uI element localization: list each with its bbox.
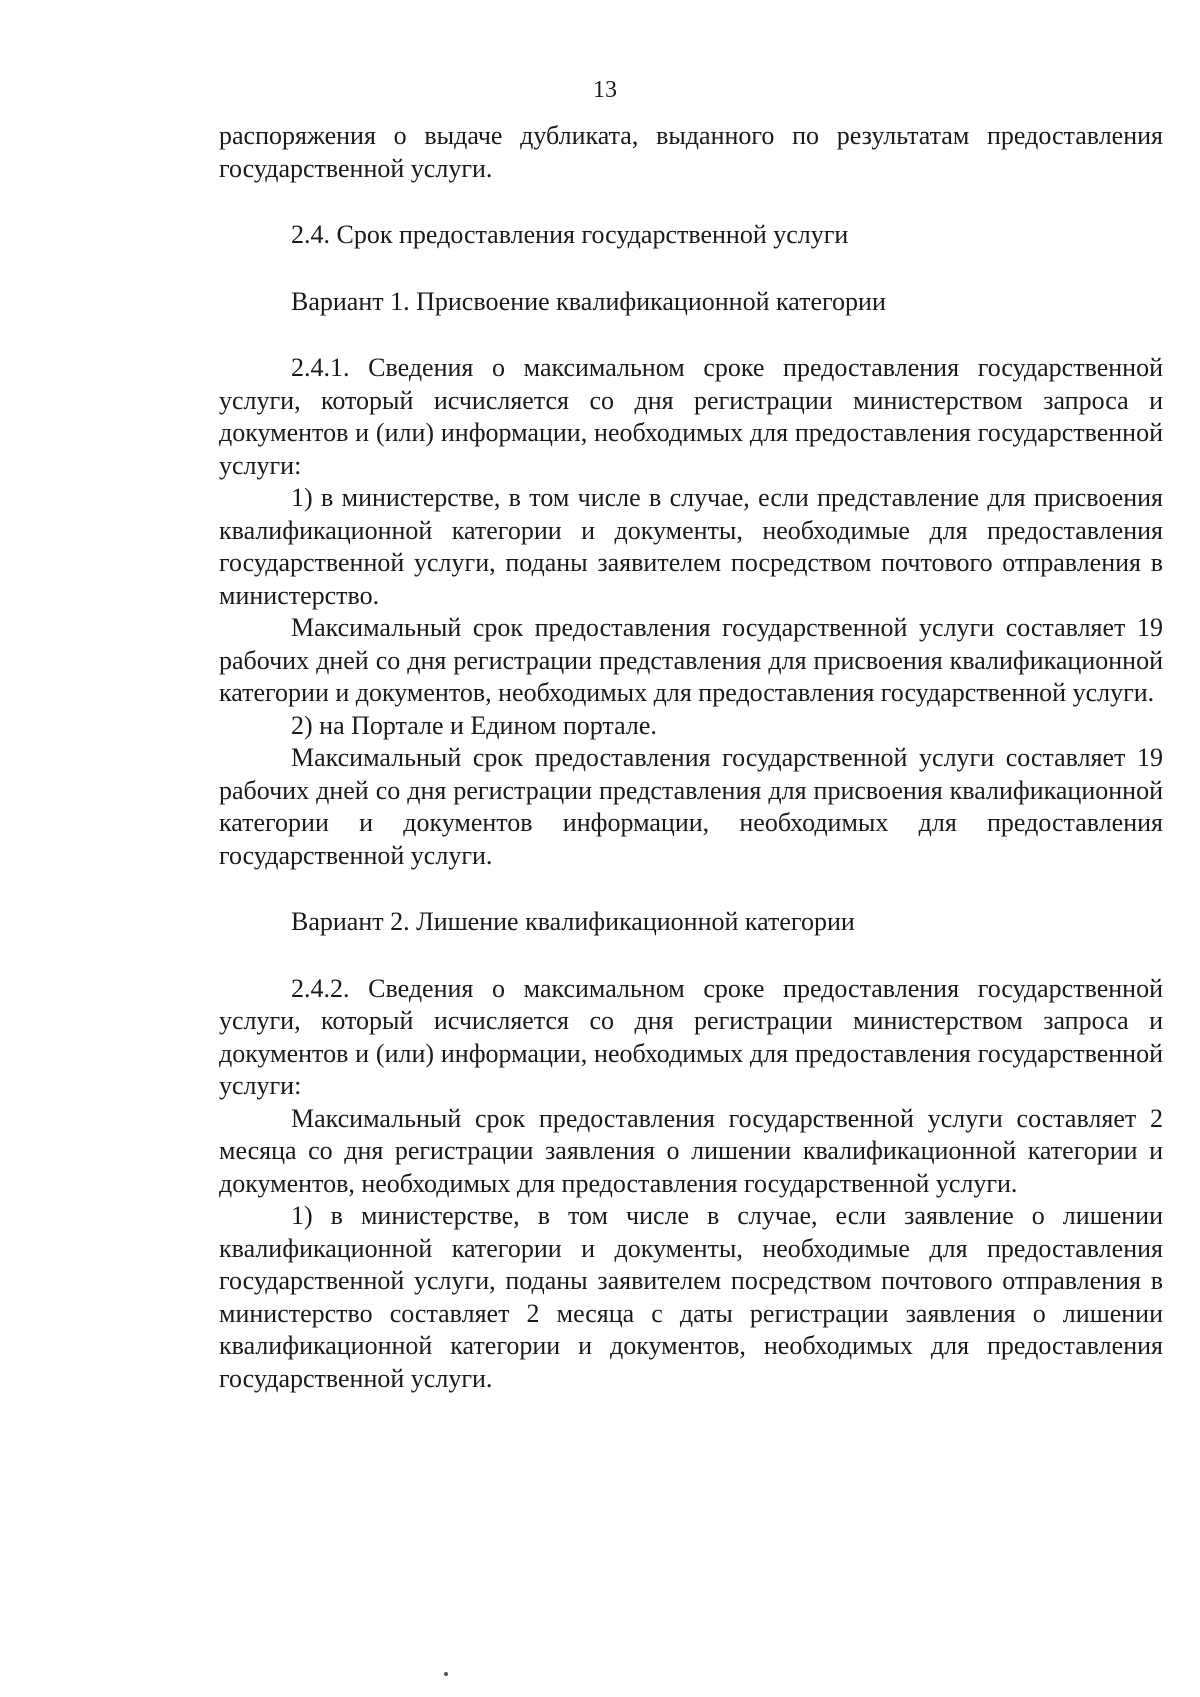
variant-2-heading: Вариант 2. Лишение квалификационной категории (291, 907, 855, 936)
paragraph-2-4-1: 2.4.1. Сведения о максимальном сроке предоставления государственной услуги, который исчисляется со дня регистрации министерством запроса и документов и (или) информации, необходимых для предоставления государственной услуги: (219, 353, 1163, 480)
variant-1-item-1-term: Максимальный срок предоставления государственной услуги составляет 19 рабочих дней со дня регистрации представления для присвоения квалификационной категории и документов, необходимых для предоставления государственной услуги. (219, 613, 1163, 707)
variant-1-item-2: 2) на Портале и Едином портале. (291, 710, 657, 740)
spacer (219, 872, 1163, 906)
page-number: 13 (593, 77, 617, 103)
scan-speck (444, 1672, 448, 1676)
intro-paragraph: распоряжения о выдаче дубликата, выданного по результатам предоставления государственной услуги. (219, 121, 1163, 183)
variant-2-item-1: 1) в министерстве, в том числе в случае, если заявление о лишении квалификационной категории и документы, необходимые для предоставления государственной услуги, поданы заявителем посредством почтового отправления в министерство составляет 2 месяца с даты регистрации заявления о лишении квалификационной категории и документов, необходимых для предоставления государственной услуги. (219, 1201, 1163, 1393)
variant-2-term: Максимальный срок предоставления государственной услуги составляет 2 месяца со дня регистрации заявления о лишении квалификационной категории и документов, необходимых для предоставления государственной услуги. (219, 1103, 1163, 1198)
variant-1-item-2-term: Максимальный срок предоставления государственной услуги составляет 19 рабочих дней со дня регистрации представления для присвоения квалификационной категории и документов информации, необходимых для предоставления государственной услуги. (219, 743, 1163, 870)
variant-1-heading: Вариант 1. Присвоение квалификационной категории (291, 286, 886, 316)
spacer (219, 252, 1163, 286)
paragraph-2-4-2: 2.4.2. Сведения о максимальном сроке предоставления государственной услуги, который исчисляется со дня регистрации министерством запроса и документов и (или) информации, необходимых для предоставления государственной услуги: (219, 973, 1163, 1100)
document-body (219, 120, 1163, 1395)
spacer (219, 318, 1163, 352)
section-heading: 2.4. Срок предоставления государственной услуги (291, 220, 849, 249)
spacer (219, 185, 1163, 219)
spacer (219, 939, 1163, 973)
variant-1-item-1: 1) в министерстве, в том числе в случае, если представление для присвоения квалификационной категории и документы, необходимые для предоставления государственной услуги, поданы заявителем посредством почтового отправления в министерство. (219, 483, 1163, 610)
